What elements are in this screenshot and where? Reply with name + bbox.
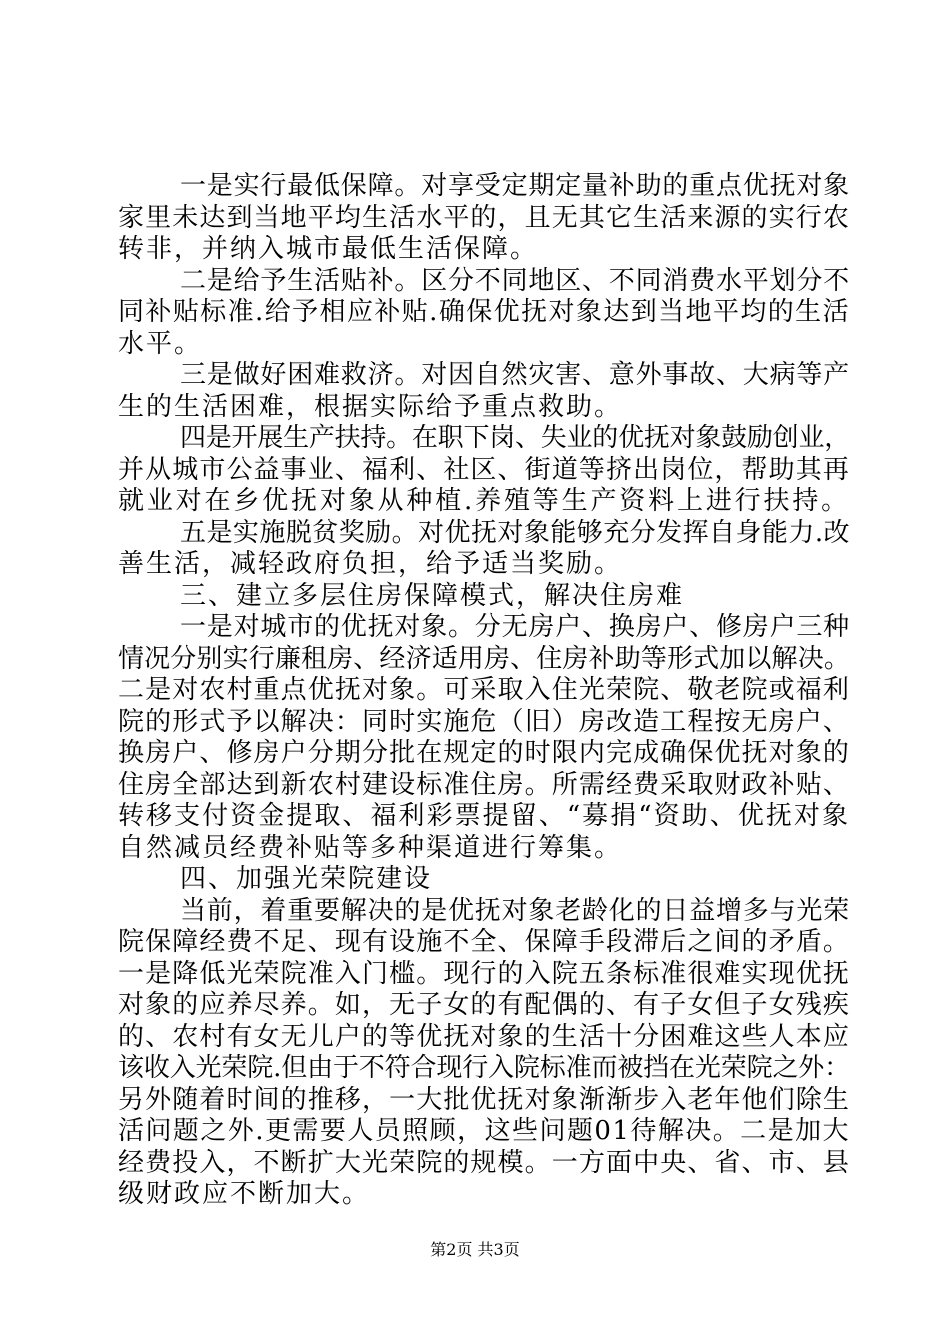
text-line: 同补贴标准.给予相应补贴.确保优抚对象达到当地平均的生活 [118,297,850,327]
text-line: 情况分别实行廉租房、经济适用房、住房补助等形式加以解决。 [118,643,850,674]
text-line: 五是实施脱贫奖励。对优抚对象能够充分发挥自身能力.改 [180,517,850,548]
text-line: 转非，并纳入城市最低生活保障。 [118,234,539,264]
text-line: 并从城市公益事业、福利、社区、街道等挤出岗位，帮助其再 [118,454,850,485]
text-line: 该收入光荣院.但由于不符合现行入院标准而被挡在光荣院之外： [118,1053,850,1083]
text-line: 对象的应养尽养。如，无子女的有配偶的、有子女但子女残疾 [118,990,850,1020]
text-line: 院保障经费不足、现有设施不全、保障手段滞后之间的矛盾。 [118,927,850,957]
text-line: 三是做好困难救济。对因自然灾害、意外事故、大病等产 [180,360,850,390]
text-line: 自然减员经费补贴等多种渠道进行筹集。 [118,832,623,863]
text-line: 二是对农村重点优抚对象。可采取入住光荣院、敬老院或福利 [118,675,850,705]
text-line: 转移支付资金提取、福利彩票提留、“募捐“资助、优抚对象 [118,801,850,831]
text-line: 家里未达到当地平均生活水平的，且无其它生活来源的实行农 [118,202,850,233]
text-line: 经费投入，不断扩大光荣院的规模。一方面中央、省、市、县 [118,1147,850,1178]
text-line: 就业对在乡优抚对象从种植.养殖等生产资料上进行扶持。 [118,486,850,516]
text-line: 级财政应不断加大。 [118,1179,371,1209]
text-line: 善生活，减轻政府负担，给予适当奖励。 [118,549,623,579]
document-body [118,171,850,1211]
text-line: 活问题之外.更需要人员照顾，这些问题01待解决。二是加大 [118,1116,850,1146]
text-line: 院的形式予以解决：同时实施危（旧）房改造工程按无房户、 [118,706,850,737]
text-line: 住房全部达到新农村建设标准住房。所需经费采取财政补贴、 [118,769,850,800]
text-line: 四是开展生产扶持。在职下岗、失业的优抚对象鼓励创业， [180,423,850,453]
text-line: 二是给予生活贴补。区分不同地区、不同消费水平划分不 [180,265,850,296]
text-line: 的、农村有女无儿户的等优抚对象的生活十分困难这些人本应 [118,1021,850,1052]
text-line: 一是实行最低保障。对享受定期定量补助的重点优抚对象 [180,171,850,201]
page-footer: 第2页 共3页 [430,1240,520,1259]
text-line: 当前，着重要解决的是优抚对象老龄化的日益增多与光荣 [180,895,850,926]
text-line: 一是降低光荣院准入门槛。现行的入院五条标准很难实现优抚 [118,958,850,989]
text-line: 生的生活困难，根据实际给予重点救助。 [118,391,623,422]
text-line: 水平。 [118,328,203,359]
text-line: 换房户、修房户分期分批在规定的时限内完成确保优抚对象的 [118,738,850,768]
text-line: 四、加强光荣院建设 [180,864,433,894]
text-line: 三、建立多层住房保障模式，解决住房难 [180,580,685,611]
text-line: 另外随着时间的推移，一大批优抚对象渐渐步入老年他们除生 [118,1084,850,1115]
text-line: 一是对城市的优抚对象。分无房户、换房户、修房户三种 [180,612,850,642]
